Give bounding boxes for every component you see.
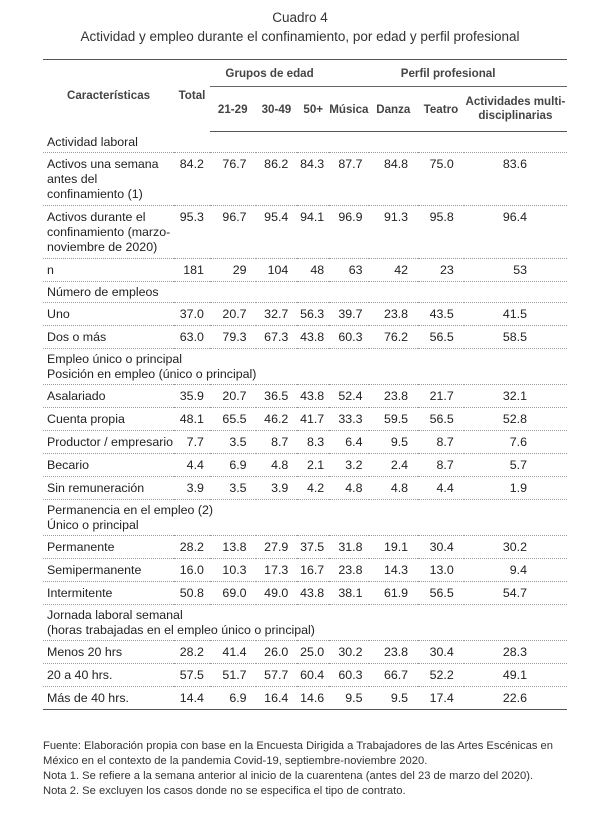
table-cell: 60.3 xyxy=(329,664,368,687)
table-cell: 8.3 xyxy=(297,431,329,454)
row-label: Intermitente xyxy=(43,582,174,605)
table-cell: 23.8 xyxy=(329,559,368,582)
row-label: Activos durante el confinamiento (marzo-noviembre de 2020) xyxy=(43,206,174,259)
table-row xyxy=(43,259,567,282)
table-cell: 60.4 xyxy=(297,664,329,687)
table-caption-title: Actividad y empleo durante el confinamiento, por edad y perfil profesional xyxy=(80,29,520,44)
table-row xyxy=(43,431,567,454)
row-label: Uno xyxy=(43,303,174,326)
table-cell: 76.2 xyxy=(369,326,419,349)
table-cell: 6.4 xyxy=(329,431,368,454)
row-label: Permanente xyxy=(43,536,174,559)
table-cell: 46.2 xyxy=(256,408,298,431)
table-cell: 23.8 xyxy=(369,385,419,408)
table-cell: 4.8 xyxy=(256,454,298,477)
table-cell: 23.8 xyxy=(369,303,419,326)
table-cell: 84.3 xyxy=(297,153,329,206)
table-cell: 4.2 xyxy=(297,477,329,500)
table-cell: 95.8 xyxy=(418,206,464,259)
row-label: Becario xyxy=(43,454,174,477)
data-table xyxy=(43,59,567,710)
row-label: Sin remuneración xyxy=(43,477,174,500)
table-cell: 25.0 xyxy=(297,641,329,664)
table-cell: 84.8 xyxy=(369,153,419,206)
table-cell: 2.1 xyxy=(297,454,329,477)
table-cell: 63.0 xyxy=(174,326,210,349)
table-cell: 84.2 xyxy=(174,153,210,206)
table-cell: 53 xyxy=(464,259,567,282)
header-col-multidisciplinarias: Actividades multi-disciplinarias xyxy=(464,87,567,132)
table-cell: 17.3 xyxy=(256,559,298,582)
row-label: 20 a 40 hrs. xyxy=(43,664,174,687)
table-cell: 27.9 xyxy=(256,536,298,559)
table-cell: 66.7 xyxy=(369,664,419,687)
table-cell: 6.9 xyxy=(210,454,256,477)
table-cell: 75.0 xyxy=(418,153,464,206)
table-cell: 63 xyxy=(329,259,368,282)
row-label: n xyxy=(43,259,174,282)
table-cell: 28.2 xyxy=(174,536,210,559)
table-cell: 23 xyxy=(418,259,464,282)
header-group-profile: Perfil profesional xyxy=(329,60,567,87)
table-cell: 5.7 xyxy=(464,454,567,477)
table-cell: 39.7 xyxy=(329,303,368,326)
table-cell: 23.8 xyxy=(369,641,419,664)
table-cell: 67.3 xyxy=(256,326,298,349)
table-cell: 30.2 xyxy=(464,536,567,559)
table-cell: 43.8 xyxy=(297,582,329,605)
table-cell: 49.0 xyxy=(256,582,298,605)
table-cell: 30.2 xyxy=(329,641,368,664)
table-cell: 10.3 xyxy=(210,559,256,582)
table-cell: 31.8 xyxy=(329,536,368,559)
table-cell: 41.4 xyxy=(210,641,256,664)
table-cell: 60.3 xyxy=(329,326,368,349)
table-cell: 4.4 xyxy=(418,477,464,500)
table-cell: 96.4 xyxy=(464,206,567,259)
table-cell: 8.7 xyxy=(256,431,298,454)
table-cell: 41.7 xyxy=(297,408,329,431)
table-cell: 52.8 xyxy=(464,408,567,431)
header-col-teatro: Teatro xyxy=(418,87,464,132)
table-cell: 42 xyxy=(369,259,419,282)
table-notes xyxy=(43,739,567,799)
table-caption-label: Cuadro 4 xyxy=(272,10,328,25)
section-row xyxy=(43,605,567,641)
table-cell: 20.7 xyxy=(210,303,256,326)
row-label: Productor / empresario xyxy=(43,431,174,454)
table-cell: 16.7 xyxy=(297,559,329,582)
table-cell: 43.8 xyxy=(297,326,329,349)
table-cell: 28.3 xyxy=(464,641,567,664)
table-cell: 19.1 xyxy=(369,536,419,559)
table-row xyxy=(43,582,567,605)
table-cell: 52.4 xyxy=(329,385,368,408)
table-cell: 14.3 xyxy=(369,559,419,582)
table-cell: 8.7 xyxy=(418,454,464,477)
table-row xyxy=(43,664,567,687)
table-cell: 3.5 xyxy=(210,431,256,454)
table-cell: 86.2 xyxy=(256,153,298,206)
header-group-age: Grupos de edad xyxy=(210,60,329,87)
section-heading xyxy=(43,500,567,536)
header-col-musica: Música xyxy=(329,87,368,132)
footnote-2: Nota 2. Se excluyen los casos donde no se especifica el tipo de contrato. xyxy=(43,785,406,797)
table-cell: 52.2 xyxy=(418,664,464,687)
header-col-30-49: 30-49 xyxy=(256,87,298,132)
table-cell: 95.3 xyxy=(174,206,210,259)
table-cell: 33.3 xyxy=(329,408,368,431)
table-cell: 48 xyxy=(297,259,329,282)
section-heading xyxy=(43,132,567,153)
table-cell: 7.6 xyxy=(464,431,567,454)
table-cell: 50.8 xyxy=(174,582,210,605)
table-cell: 41.5 xyxy=(464,303,567,326)
table-cell: 96.7 xyxy=(210,206,256,259)
table-cell: 104 xyxy=(256,259,298,282)
section-heading-text: Jornada laboral semanal xyxy=(47,608,183,622)
table-cell: 37.0 xyxy=(174,303,210,326)
table-cell: 29 xyxy=(210,259,256,282)
table-cell: 6.9 xyxy=(210,687,256,710)
table-cell: 49.1 xyxy=(464,664,567,687)
section-heading xyxy=(43,282,567,303)
table-row xyxy=(43,385,567,408)
section-subheading-text: (horas trabajadas en el empleo único o principal) xyxy=(47,623,315,637)
source-note-line-2: México en el contexto de la pandemia Covid-19, septiembre-noviembre 2020. xyxy=(43,755,428,767)
table-row xyxy=(43,303,567,326)
row-label: Menos 20 hrs xyxy=(43,641,174,664)
table-cell: 56.5 xyxy=(418,326,464,349)
section-heading-text: Actividad laboral xyxy=(47,135,138,149)
table-cell: 9.5 xyxy=(329,687,368,710)
row-label: Semipermanente xyxy=(43,559,174,582)
table-cell: 57.5 xyxy=(174,664,210,687)
table-cell: 14.6 xyxy=(297,687,329,710)
table-row xyxy=(43,153,567,206)
table-cell: 1.9 xyxy=(464,477,567,500)
source-note-line-1: Fuente: Elaboración propia con base en la Encuesta Dirigida a Trabajadores de las Artes Escénicas en xyxy=(43,740,553,752)
section-heading-text: Número de empleos xyxy=(47,285,159,299)
table-cell: 32.1 xyxy=(464,385,567,408)
section-row xyxy=(43,500,567,536)
table-cell: 54.7 xyxy=(464,582,567,605)
table-cell: 36.5 xyxy=(256,385,298,408)
table-cell: 59.5 xyxy=(369,408,419,431)
table-cell: 3.5 xyxy=(210,477,256,500)
section-row xyxy=(43,132,567,153)
table-cell: 95.4 xyxy=(256,206,298,259)
table-cell: 57.7 xyxy=(256,664,298,687)
table-cell: 61.9 xyxy=(369,582,419,605)
table-cell: 58.5 xyxy=(464,326,567,349)
table-cell: 56.3 xyxy=(297,303,329,326)
table-row xyxy=(43,454,567,477)
table-row xyxy=(43,206,567,259)
table-cell: 181 xyxy=(174,259,210,282)
table-row xyxy=(43,536,567,559)
table-cell: 38.1 xyxy=(329,582,368,605)
table-cell: 48.1 xyxy=(174,408,210,431)
table-cell: 20.7 xyxy=(210,385,256,408)
table-cell: 94.1 xyxy=(297,206,329,259)
table-cell: 7.7 xyxy=(174,431,210,454)
table-cell: 8.7 xyxy=(418,431,464,454)
table-cell: 28.2 xyxy=(174,641,210,664)
table-cell: 65.5 xyxy=(210,408,256,431)
row-label: Asalariado xyxy=(43,385,174,408)
section-heading-text: Permanencia en el empleo (2) xyxy=(47,503,213,517)
table-cell: 96.9 xyxy=(329,206,368,259)
section-row xyxy=(43,349,567,385)
table-cell: 9.5 xyxy=(369,687,419,710)
table-cell: 43.5 xyxy=(418,303,464,326)
table-cell: 4.4 xyxy=(174,454,210,477)
table-cell: 56.5 xyxy=(418,582,464,605)
table-row xyxy=(43,559,567,582)
row-label: Activos una semana antes del confinamiento (1) xyxy=(43,153,174,206)
row-label: Dos o más xyxy=(43,326,174,349)
table-cell: 22.6 xyxy=(464,687,567,710)
table-cell: 16.0 xyxy=(174,559,210,582)
section-subheading-text: Posición en empleo (único o principal) xyxy=(47,367,257,381)
table-cell: 43.8 xyxy=(297,385,329,408)
section-heading-text: Empleo único o principal xyxy=(47,352,182,366)
row-label: Cuenta propia xyxy=(43,408,174,431)
table-cell: 79.3 xyxy=(210,326,256,349)
table-cell: 30.4 xyxy=(418,641,464,664)
table-cell: 3.2 xyxy=(329,454,368,477)
row-label: Más de 40 hrs. xyxy=(43,687,174,710)
header-col-danza: Danza xyxy=(369,87,419,132)
section-heading xyxy=(43,605,567,641)
table-cell: 83.6 xyxy=(464,153,567,206)
table-cell: 3.9 xyxy=(256,477,298,500)
table-cell: 26.0 xyxy=(256,641,298,664)
table-cell: 21.7 xyxy=(418,385,464,408)
table-cell: 4.8 xyxy=(329,477,368,500)
table-cell: 9.5 xyxy=(369,431,419,454)
table-cell: 9.4 xyxy=(464,559,567,582)
table-cell: 91.3 xyxy=(369,206,419,259)
table-cell: 13.8 xyxy=(210,536,256,559)
table-cell: 16.4 xyxy=(256,687,298,710)
table-body xyxy=(43,132,567,710)
table-cell: 87.7 xyxy=(329,153,368,206)
table-row xyxy=(43,641,567,664)
table-cell: 17.4 xyxy=(418,687,464,710)
header-col-50-plus: 50+ xyxy=(297,87,329,132)
table-cell: 14.4 xyxy=(174,687,210,710)
section-row xyxy=(43,282,567,303)
table-row xyxy=(43,408,567,431)
table-cell: 69.0 xyxy=(210,582,256,605)
header-total: Total xyxy=(174,60,210,132)
table-cell: 32.7 xyxy=(256,303,298,326)
table-cell: 13.0 xyxy=(418,559,464,582)
table-cell: 3.9 xyxy=(174,477,210,500)
table-cell: 35.9 xyxy=(174,385,210,408)
section-heading xyxy=(43,349,567,385)
table-cell: 30.4 xyxy=(418,536,464,559)
table-cell: 4.8 xyxy=(369,477,419,500)
table-row xyxy=(43,477,567,500)
table-cell: 37.5 xyxy=(297,536,329,559)
section-subheading-text: Único o principal xyxy=(47,518,139,532)
header-characteristics: Características xyxy=(43,60,174,132)
header-col-21-29: 21-29 xyxy=(210,87,256,132)
table-cell: 76.7 xyxy=(210,153,256,206)
table-cell: 51.7 xyxy=(210,664,256,687)
table-row xyxy=(43,687,567,710)
table-row xyxy=(43,326,567,349)
footnote-1: Nota 1. Se refiere a la semana anterior al inicio de la cuarentena (antes del 23 de marzo del 2020). xyxy=(43,770,534,782)
table-cell: 56.5 xyxy=(418,408,464,431)
table-cell: 2.4 xyxy=(369,454,419,477)
